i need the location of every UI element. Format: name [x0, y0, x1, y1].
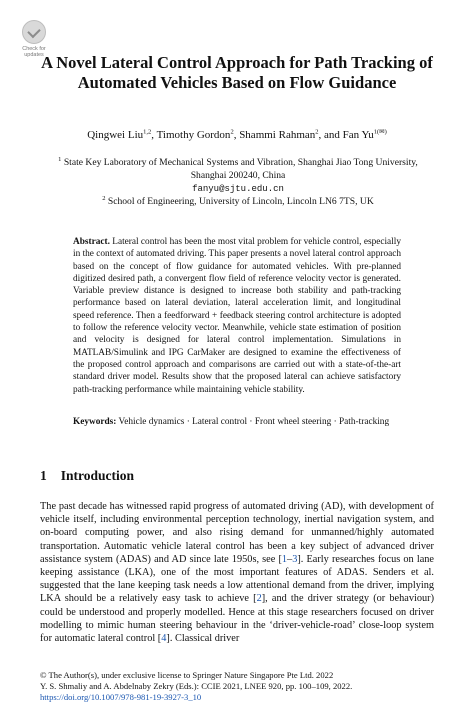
intro-paragraph [40, 500, 434, 645]
author-name: Shammi Rahman [239, 129, 316, 141]
doi-link[interactable]: https://doi.org/10.1007/978-981-19-3927-3_10 [40, 692, 202, 703]
citation-link[interactable]: 3 [292, 553, 298, 565]
author-affiliation-mark: 2 [315, 128, 319, 136]
intro-text: ]. Early researches focus on lane keeping assistance (LKA), one of the most important features of ADAS. Senders et al. suggested that the lane keeping task needs a low attentional demand from the driver, implying LKA should be a relatively easy task to achieve [ [40, 553, 434, 605]
author-affiliation-mark: 1(✉) [373, 128, 387, 136]
section-title: Introduction [60, 468, 135, 483]
citation-link[interactable]: 1 [281, 553, 288, 565]
abstract [73, 236, 401, 396]
affiliation-number: 1 [58, 155, 62, 163]
section-heading [40, 468, 134, 484]
author-affiliation-mark: 1,2 [143, 128, 152, 136]
checkmark-icon [22, 20, 46, 44]
affiliation-text: State Key Laboratory of Mechanical Systems and Vibration, Shanghai Jiao Tong University, Shanghai 200240, China [63, 157, 418, 181]
badge-label: Check for updates [22, 46, 46, 58]
author-list [20, 128, 454, 142]
email-link[interactable]: fanyu@sjtu.edu.cn [192, 184, 284, 194]
intro-text: ]. Classical driver [166, 633, 240, 645]
intro-text: The past decade has witnessed rapid progress of automated driving (AD), with development of vehicle itself, including environmental perception technology, inertial navigation system, and on-board computing power, and also rising demand for unmanned/highly automated transportation. Automatic vehicle lateral control has been a key subject of advanced driver assistance system (ADAS) and AD since late 1950s, see [ [40, 501, 434, 565]
author-affiliation-mark: 2 [230, 128, 234, 136]
copyright-line: © The Author(s), under exclusive license to Springer Nature Singapore Pte Ltd. 2022 [40, 670, 334, 680]
author-name: Qingwei Liu [87, 129, 144, 141]
footer-notice [40, 670, 434, 704]
author-separator: , and [318, 129, 343, 141]
section-number: 1 [40, 468, 47, 483]
abstract-text: Lateral control has been the most vital problem for vehicle control, especially in the context of automated driving. This paper presents a novel lateral control approach based on the concept of flow guidance for automated vehicles. With pre-planned digitized desired path, a convergent flow field of reference velocity vector is generated. Variable preview distance is designed to increase both stability and path-tracking performance based on lateral deviation, lateral acceleration limit, and longitudinal speed reference. Then a feedforward + feedback steering control architecture is adopted to follow the reference velocity vector. Meanwhile, vehicle state estimation of position and velocity is designed for lateral control implementation. Simulations in MATLAB/Simulink and IPG CarMaker are designed to examine the effectiveness of the proposed control approach and comparisons are carried out with a state-of-the-art standard driver model. Results show that the proposed lateral can achieve satisfactory path-tracking performance while maintaining vehicle stability. [73, 237, 401, 395]
citation-line: Y. S. Shmaliy and A. Abdelnaby Zekry (Eds.): CCIE 2021, LNEE 920, pp. 100–109, 2022. [40, 681, 353, 692]
paper-title: A Novel Lateral Control Approach for Path Tracking of Automated Vehicles Based on Flow Guidance [41, 53, 433, 92]
keywords-text: Vehicle dynamics · Lateral control · Front wheel steering · Path-tracking [118, 417, 390, 427]
author-name: Fan Yu [342, 129, 374, 141]
keywords [73, 416, 401, 428]
author-separator: , [233, 129, 240, 141]
author-name: Timothy Gordon [156, 129, 231, 141]
citation-range-dash: – [287, 553, 293, 565]
abstract-label: Abstract. [73, 237, 110, 247]
citation-link[interactable]: 4 [161, 633, 167, 645]
affiliation-text: School of Engineering, University of Lincoln, Lincoln LN6 7TS, UK [107, 196, 374, 207]
author-separator: , [151, 129, 157, 141]
affiliation-1 [48, 156, 428, 196]
keywords-label: Keywords: [73, 417, 117, 427]
intro-text: ], and the driver strategy (or behaviour) could be understood and properly modelled. Hence at this stage researchers focused on driver modelling to mimic human steering behaviour in the ‘driver-vehicle-road’ close-loop system for automatic lateral control [ [40, 593, 435, 645]
affiliation-number: 2 [102, 194, 106, 202]
affiliation-2 [48, 195, 428, 208]
citation-link[interactable]: 2 [256, 593, 262, 605]
